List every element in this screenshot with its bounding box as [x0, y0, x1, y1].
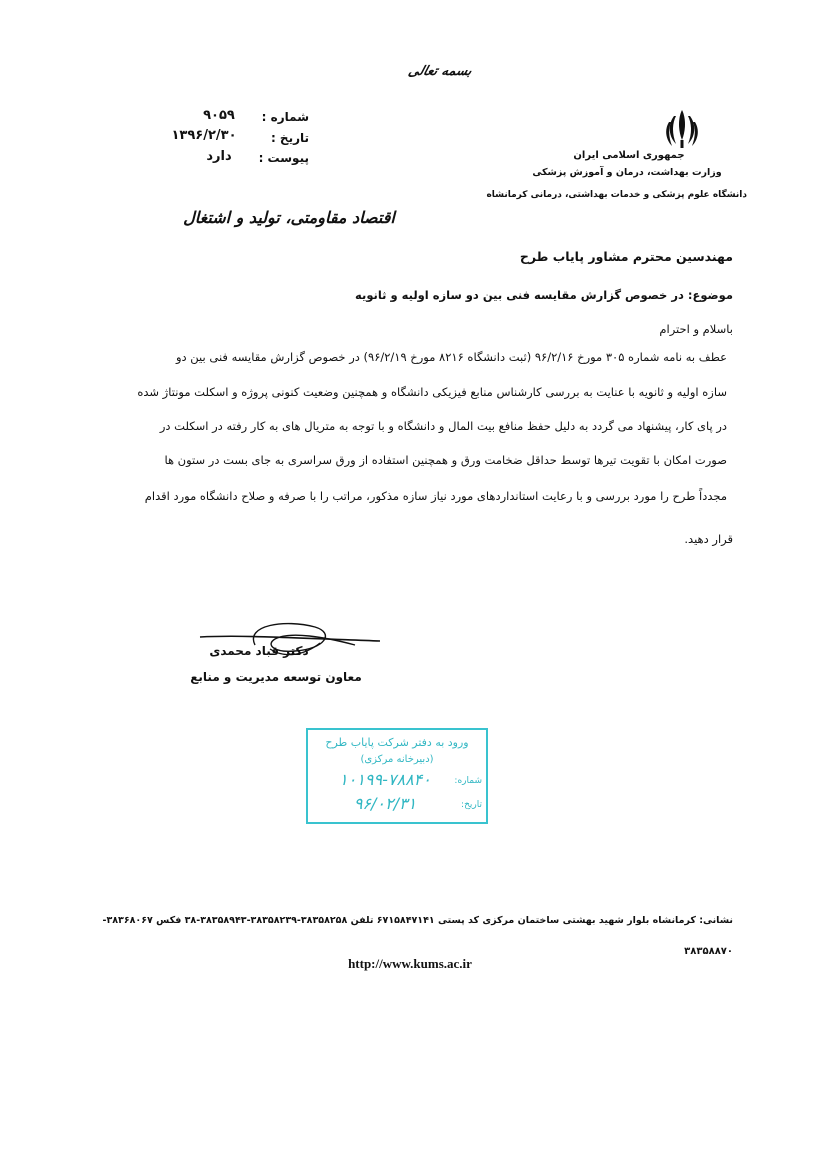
bismillah: بسمه تعالی [406, 64, 474, 79]
stamp-number-value: ۱۰۱۹۹-۷۸۸۴۰ [339, 770, 431, 789]
received-stamp [306, 728, 488, 824]
signature-scribble [195, 615, 385, 670]
stamp-number-label: شماره: [454, 776, 482, 786]
website-link[interactable]: http://www.kums.ac.ir [348, 956, 472, 971]
body-line: مجدداً طرح را مورد بررسی و با رعایت استانداردهای مورد نیاز سازه مذکور، مراتب را با صرفه و صلاح دانشگاه مورد اقدام [144, 489, 727, 503]
body-line: عطف به نامه شماره ۳۰۵ مورخ ۹۶/۲/۱۶ (ثبت دانشگاه ۸۲۱۶ مورخ ۹۶/۲/۱۹) در خصوص گزارش مقایسه فنی بین دو [175, 350, 727, 364]
body-line: قرار دهید. [684, 532, 733, 546]
greeting: باسلام و احترام [659, 322, 733, 336]
org-line-3: دانشگاه علوم پزشکی و خدمات بهداشتی، درمانی کرمانشاه [486, 190, 747, 200]
body-line: صورت امکان با تقویت تیرها توسط حداقل ضخامت ورق و همچنین استفاده از ورق سراسری به جای بست در ستون ها [164, 453, 727, 467]
body-line: سازه اولیه و ثانویه با عنایت به بررسی کارشناس منابع فیزیکی دانشگاه و همچنین وضعیت کنونی پروژه و اسکلت مونتاژ شده [137, 385, 727, 399]
stamp-subtitle: (دبیرخانه مرکزی) [360, 754, 434, 765]
body-line: در پای کار، پیشنهاد می گردد به دلیل حفظ منافع بیت المال و دانشگاه و با توجه به متریال های به کار رفته در اسکلت در [159, 419, 727, 433]
signatory-title: معاون توسعه مدیریت و منابع [190, 670, 362, 684]
date-value: ۱۳۹۶/۲/۳۰ [171, 128, 237, 143]
iran-emblem-icon [662, 106, 702, 152]
footer-address: نشانی: کرمانشاه بلوار شهید بهشتی ساختمان مرکزی کد پستی ۶۷۱۵۸۴۷۱۴۱ تلفن ۳۸۳۵۸۲۵۸-۳۸۳۵۸۲۳۹-۳۸۳۵۸۹۴۳-۳۸ فکس ۳۸۳۶۸۰۶۷- [102, 915, 733, 926]
number-value: ۹۰۵۹ [203, 108, 235, 123]
attachment-value: دارد [206, 149, 232, 164]
org-line-1: جمهوری اسلامی ایران [573, 150, 685, 161]
signatory-name: دکتر قباد محمدی [209, 644, 309, 658]
date-label: تاریخ : [270, 131, 309, 145]
stamp-date-value: ۹۶/۰۲/۳۱ [353, 794, 417, 813]
attachment-label: پیوست : [258, 151, 309, 165]
slogan: اقتصاد مقاومتی، تولید و اشتغال [183, 208, 395, 227]
stamp-date-label: تاریخ: [461, 800, 482, 810]
stamp-title: ورود به دفتر شرکت پایاب طرح [325, 736, 469, 749]
number-label: شماره : [261, 110, 309, 124]
footer-address-line2: ۳۸۳۵۸۸۷۰ [684, 946, 733, 957]
recipient: مهندسین محترم مشاور پایاب طرح [519, 249, 733, 264]
subject: موضوع: در خصوص گزارش مقایسه فنی بین دو سازه اولیه و ثانویه [355, 288, 733, 302]
org-line-2: وزارت بهداشت، درمان و آموزش پزشکی [532, 167, 722, 178]
